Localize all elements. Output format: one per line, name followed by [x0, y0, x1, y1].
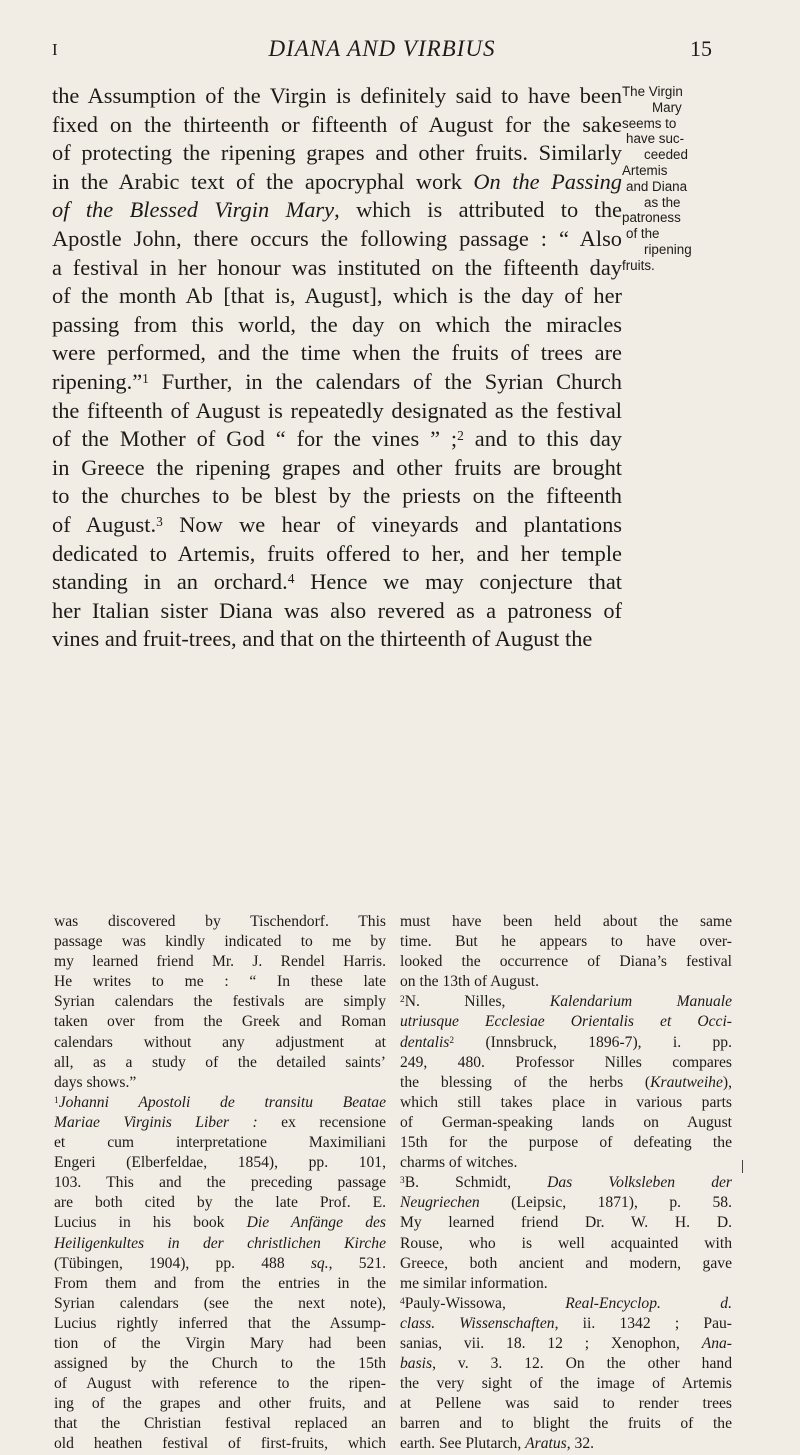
footnote-line: old heathen festival of first-fruits, which	[54, 1435, 386, 1453]
footnotes-left-column	[54, 912, 386, 1455]
footnote-line: at Pellene was said to render trees	[400, 1395, 732, 1413]
body-line: a festival in her honour was instituted on the fifteenth day	[52, 254, 622, 280]
footnote-line: $^1$Johanni Apostoli de transitu Beatae	[54, 1093, 386, 1111]
margin-mark	[742, 1160, 743, 1173]
margin-note-line: as the	[644, 194, 681, 210]
margin-note-line: ripening	[644, 241, 692, 257]
footnote-line: charms of witches.	[400, 1154, 518, 1172]
footnote-line: passage was kindly indicated to me by	[54, 933, 386, 951]
footnote-line: which still takes place in various parts	[400, 1093, 732, 1111]
margin-note-line: of the	[626, 226, 660, 242]
footnote-line: utriusque Ecclesiae Orientalis et Occi-	[400, 1013, 732, 1031]
footnote-line: sanias, vii. 18. 12 ; Xenophon, Ana-	[400, 1334, 732, 1352]
body-line: of the Blessed Virgin Mary, which is attributed to the	[52, 197, 622, 223]
body-line: her Italian sister Diana was also revered as a patroness of	[52, 597, 622, 623]
footnote-line: Syrian calendars the festivals are simply	[54, 993, 386, 1011]
body-line: standing in an orchard.$^4$ Hence we may conjecture that	[52, 569, 622, 595]
footnote-line: of August with reference to the ripen-	[54, 1375, 386, 1393]
footnote-line: class. Wissenschaften, ii. 1342 ; Pau-	[400, 1314, 732, 1332]
footnote-ref: 3	[156, 513, 163, 529]
footnote-line: my learned friend Mr. J. Rendel Harris.	[54, 953, 386, 971]
footnote-line: the blessing of the herbs (Krautweihe),	[400, 1073, 732, 1091]
footnote-line: tion of the Virgin Mary had been	[54, 1334, 386, 1352]
footnote-line: Rouse, who is well acquainted with	[400, 1234, 732, 1252]
footnote-line: dentalis$^2$ (Innsbruck, 1896-7), i. pp.	[400, 1033, 732, 1051]
running-header	[52, 36, 712, 70]
margin-note-line: Artemis	[622, 162, 668, 178]
body-line: of the month Ab [that is, August], which is the day of her	[52, 283, 622, 309]
footnote-line: et cum interpretatione Maximiliani	[54, 1134, 386, 1152]
footnote-line: that the Christian festival replaced an	[54, 1415, 386, 1433]
body-line: the Assumption of the Virgin is definitely said to have been	[52, 83, 622, 108]
margin-note-line: ceeded	[644, 147, 688, 163]
margin-note-line: and Diana	[626, 178, 688, 194]
volume-number: I	[52, 40, 58, 59]
work-title: of the Blessed Virgin Mary	[52, 197, 335, 223]
footnote-line: Heiligenkultes in der christlichen Kirche	[54, 1234, 386, 1252]
body-line: were performed, and the time when the fruits of trees are	[52, 340, 622, 366]
margin-note-line: seems to	[622, 115, 677, 131]
page-number: 15	[690, 36, 712, 61]
footnote-line: was discovered by Tischendorf. This	[54, 913, 386, 930]
footnote-line: 15th for the purpose of defeating the	[400, 1134, 732, 1152]
footnote-line: days shows.”	[54, 1073, 137, 1091]
body-line: of protecting the ripening grapes and other fruits. Similarly	[52, 140, 622, 166]
body-text	[52, 82, 622, 654]
body-line: ripening.”$^1$ Further, in the calendars of the Syrian Church	[52, 368, 622, 394]
footnote-line: Syrian calendars (see the next note),	[54, 1294, 386, 1312]
body-line: the fifteenth of August is repeatedly designated as the festival	[52, 397, 622, 423]
footnote-line: 103. This and the preceding passage	[54, 1174, 386, 1192]
margin-note-line: The Virgin	[622, 84, 683, 99]
margin-note-line: patroness	[622, 210, 681, 226]
footnote-line: time. But he appears to have over-	[400, 933, 732, 951]
footnote-line: the very sight of the image of Artemis	[400, 1375, 732, 1393]
work-title: On the Passing	[473, 168, 622, 194]
running-title: DIANA AND VIRBIUS	[268, 36, 496, 61]
footnote-ref: 1	[142, 370, 149, 386]
footnote-line: From them and from the entries in the	[54, 1274, 386, 1292]
body-line: dedicated to Artemis, fruits offered to her, and her temple	[52, 540, 622, 566]
footnote-line: He writes to me : “ In these late	[54, 973, 386, 991]
footnote-line: me similar information.	[400, 1274, 548, 1292]
footnote-line: (Tübingen, 1904), pp. 488 sq., 521.	[54, 1254, 386, 1272]
footnote-line: Greece, both ancient and modern, gave	[400, 1254, 732, 1272]
body-line: to the churches to be blest by the priests on the fifteenth	[52, 483, 622, 509]
body-line: Apostle John, there occurs the following passage : “ Also	[52, 225, 622, 251]
body-line: in the Arabic text of the apocryphal work On the Passing	[52, 168, 622, 194]
footnote-line: $^2$N. Nilles, Kalendarium Manuale	[400, 993, 732, 1011]
footnote-line: $^4$Pauly-Wissowa, Real-Encyclop. d.	[400, 1294, 732, 1312]
footnote-ref: 4	[287, 571, 295, 587]
footnote-line: looked the occurrence of Diana’s festival	[400, 953, 732, 971]
footnote-line: My learned friend Dr. W. H. D.	[400, 1214, 732, 1232]
footnote-line: earth. See Plutarch, Aratus, 32.	[400, 1435, 595, 1453]
footnote-number: 3	[400, 1176, 405, 1187]
footnote-line: 249, 480. Professor Nilles compares	[400, 1053, 732, 1071]
footnote-line: Lucius in his book Die Anfänge des	[54, 1214, 386, 1232]
body-line: vines and fruit-trees, and that on the thirteenth of August the	[52, 626, 593, 652]
body-line: passing from this world, the day on which the miracles	[52, 311, 622, 337]
footnote-line: of German-speaking lands on August	[400, 1113, 732, 1131]
footnote-line: $^3$B. Schmidt, Das Volksleben der	[400, 1174, 732, 1192]
footnotes-right-column	[400, 912, 732, 1455]
footnote-number: 2	[400, 995, 405, 1006]
footnote-ref: 2	[457, 428, 464, 444]
body-line: of August.$^3$ Now we hear of vineyards and plantations	[52, 511, 622, 537]
footnote-number: 1	[54, 1095, 59, 1106]
footnote-line: on the 13th of August.	[400, 973, 540, 991]
margin-note	[622, 84, 794, 274]
footnote-line: taken over from the Greek and Roman	[54, 1013, 386, 1031]
body-line: in Greece the ripening grapes and other fruits are brought	[52, 454, 622, 480]
footnote-line: Neugriechen (Leipsic, 1871), p. 58.	[400, 1194, 732, 1212]
footnote-line: barren and to blight the fruits of the	[400, 1415, 732, 1433]
footnote-line: are both cited by the late Prof. E.	[54, 1194, 386, 1212]
footnote-line: must have been held about the same	[400, 913, 732, 930]
footnote-line: Engeri (Elberfeldae, 1854), pp. 101,	[54, 1154, 386, 1172]
margin-note-line: Mary	[652, 99, 682, 115]
margin-note-line: fruits.	[622, 257, 655, 273]
footnote-line: calendars without any adjustment at	[54, 1033, 386, 1051]
body-line: of the Mother of God “ for the vines ” ;$^2$ and to this day	[52, 426, 622, 452]
footnote-line: basis, v. 3. 12. On the other hand	[400, 1355, 732, 1373]
margin-note-line: have suc-	[626, 131, 685, 147]
footnote-line: assigned by the Church to the 15th	[54, 1355, 386, 1373]
footnote-line: Mariae Virginis Liber : ex recensione	[54, 1113, 387, 1131]
footnote-line: ing of the grapes and other fruits, and	[54, 1395, 386, 1413]
footnote-number: 4	[400, 1296, 405, 1307]
footnote-line: Lucius rightly inferred that the Assump-	[54, 1314, 386, 1332]
body-line: fixed on the thirteenth or fifteenth of August for the sake	[52, 111, 622, 137]
footnote-line: all, as a study of the detailed saints’	[54, 1053, 386, 1071]
